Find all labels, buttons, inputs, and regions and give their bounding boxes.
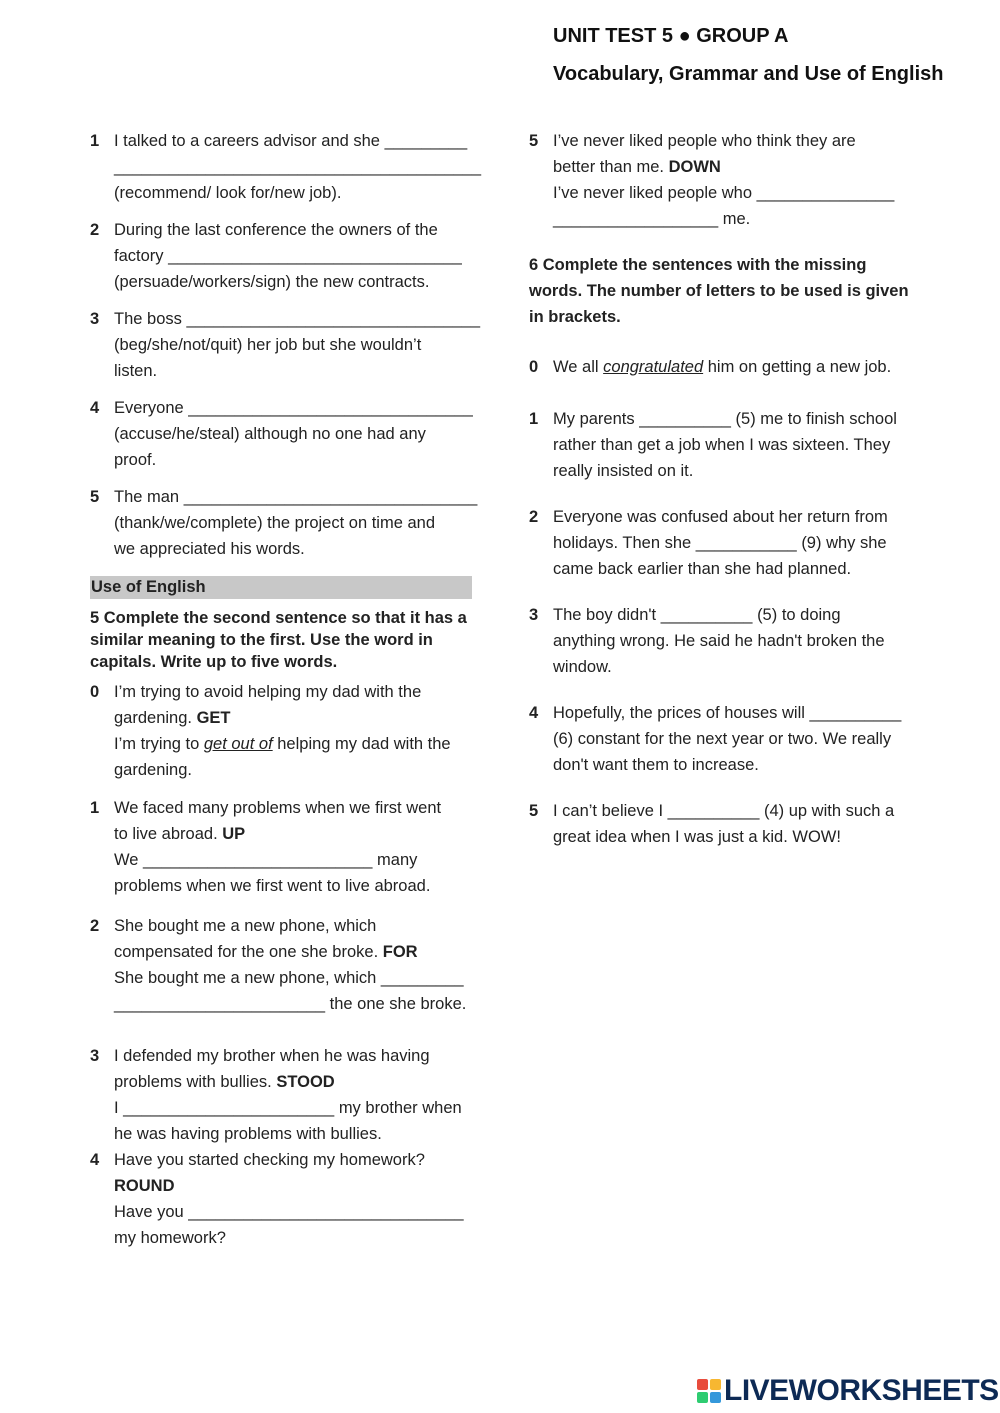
item-line[interactable]: factory ________________________________ <box>114 247 462 265</box>
answer-blank[interactable]: She bought me a new phone, which _________ <box>114 969 464 987</box>
item-line: During the last conference the owners of the <box>114 221 438 239</box>
item-line <box>114 939 472 965</box>
keyword: FOR <box>382 943 418 961</box>
item-number: 4 <box>90 399 100 417</box>
instruction-line: 5 Complete the second sentence so that it has a <box>90 609 467 627</box>
list-item <box>90 128 482 206</box>
item-line: Have you started checking my homework? <box>114 1151 425 1169</box>
item-line: listen. <box>114 362 158 380</box>
item-line[interactable]: I can’t believe I __________ (4) up with such a <box>553 802 895 820</box>
left-column <box>90 128 482 1251</box>
list-item <box>529 406 914 484</box>
item-line: rather than get a job when I was sixteen. They <box>553 436 891 454</box>
list-item <box>90 306 481 384</box>
list-item <box>90 217 472 295</box>
item-text: We all <box>553 358 604 376</box>
unit-title: UNIT TEST 5 ● GROUP A <box>553 25 789 47</box>
instruction-line: in brackets. <box>529 308 621 326</box>
keyword: STOOD <box>276 1073 335 1091</box>
list-item <box>529 700 914 778</box>
item-text: helping my dad with the <box>272 735 451 753</box>
item-text: gardening. <box>114 709 197 727</box>
list-item <box>529 128 914 232</box>
item-text: to live abroad. <box>114 825 223 843</box>
section-subtitle: Vocabulary, Grammar and Use of English <box>553 63 944 85</box>
item-line: I talked to a careers advisor and she _________ <box>114 132 468 150</box>
item-line[interactable]: holidays. Then she ___________ (9) why she <box>553 534 887 552</box>
list-item <box>529 798 914 850</box>
list-item <box>90 395 472 473</box>
liveworksheets-logo <box>697 1374 999 1408</box>
answer-blank[interactable]: We _________________________ many <box>114 851 418 869</box>
item-line: anything wrong. He said he hadn't broken the <box>553 632 885 650</box>
keyword: DOWN <box>668 158 721 176</box>
item-line <box>114 1069 472 1095</box>
item-line: my homework? <box>114 1229 226 1247</box>
instruction-line: words. The number of letters to be used is given <box>529 282 909 300</box>
list-item <box>529 602 914 680</box>
item-line: came back earlier than she had planned. <box>553 560 852 578</box>
item-number: 1 <box>90 799 100 817</box>
answer-blank[interactable]: Have you ______________________________ <box>114 1203 464 1221</box>
item-number: 3 <box>90 1047 100 1065</box>
page-header <box>553 26 943 84</box>
item-line: We faced many problems when we first went <box>114 799 442 817</box>
logo-text: LIVEWORKSHEETS <box>724 1374 999 1407</box>
item-line: I’ve never liked people who think they are <box>553 132 856 150</box>
item-line: great idea when I was just a kid. WOW! <box>553 828 841 846</box>
item-text: problems with bullies. <box>114 1073 277 1091</box>
item-number: 5 <box>529 802 539 820</box>
keyword: GET <box>196 709 231 727</box>
instruction-line: similar meaning to the first. Use the word in <box>90 631 433 649</box>
list-item <box>90 1147 472 1251</box>
item-number: 1 <box>529 410 539 428</box>
instruction-line: 6 Complete the sentences with the missing <box>529 256 867 274</box>
list-item <box>90 484 478 562</box>
keyword: ROUND <box>114 1177 175 1195</box>
answer-blank[interactable]: I _______________________ my brother when <box>114 1099 462 1117</box>
item-line[interactable]: My parents __________ (5) me to finish school <box>553 410 897 428</box>
item-text: compensated for the one she broke. <box>114 943 383 961</box>
item-line[interactable]: Everyone _______________________________ <box>114 399 473 417</box>
logo-square-icon <box>710 1379 721 1390</box>
item-line: Everyone was confused about her return from <box>553 508 888 526</box>
item-line: (accuse/he/steal) although no one had any <box>114 425 426 443</box>
example-answer: get out of <box>203 735 273 753</box>
logo-mark-icon <box>697 1379 721 1403</box>
item-line: She bought me a new phone, which <box>114 917 377 935</box>
item-number: 4 <box>90 1151 100 1169</box>
item-line: don't want them to increase. <box>553 756 759 774</box>
list-item <box>90 679 472 783</box>
item-line: (beg/she/not/quit) her job but she wouldn’t <box>114 336 422 354</box>
keyword: UP <box>222 825 246 843</box>
item-line: (6) constant for the next year or two. We really <box>553 730 892 748</box>
item-line <box>553 354 914 380</box>
item-line: problems when we first went to live abroad. <box>114 877 431 895</box>
item-line[interactable]: Hopefully, the prices of houses will __________ <box>553 704 902 722</box>
item-number: 1 <box>90 132 100 150</box>
item-line[interactable]: The boy didn't __________ (5) to doing <box>553 606 841 624</box>
item-number: 3 <box>90 310 100 328</box>
item-line <box>114 705 472 731</box>
list-item <box>529 504 914 582</box>
item-line[interactable]: The boss ________________________________ <box>114 310 481 328</box>
item-line: proof. <box>114 451 157 469</box>
item-line[interactable]: The man ________________________________ <box>114 488 478 506</box>
item-number: 5 <box>90 488 100 506</box>
item-number: 2 <box>90 917 100 935</box>
item-line: really insisted on it. <box>553 462 694 480</box>
answer-blank[interactable]: I’ve never liked people who _______________ <box>553 184 895 202</box>
answer-blank[interactable]: ________________________________________ <box>114 158 482 176</box>
list-item <box>90 795 472 899</box>
item-text: I’m trying to <box>114 735 204 753</box>
item-line <box>114 731 472 757</box>
item-number: 5 <box>529 132 539 150</box>
item-line: we appreciated his words. <box>114 540 305 558</box>
example-item <box>529 354 914 380</box>
item-line: I’m trying to avoid helping my dad with the <box>114 683 422 701</box>
instruction-line: capitals. Write up to five words. <box>90 653 338 671</box>
item-number: 4 <box>529 704 539 722</box>
item-line: he was having problems with bullies. <box>114 1125 382 1143</box>
item-number: 3 <box>529 606 539 624</box>
item-line: I defended my brother when he was having <box>114 1047 430 1065</box>
answer-blank[interactable]: __________________ me. <box>553 210 751 228</box>
item-line: (persuade/workers/sign) the new contracts. <box>114 273 430 291</box>
item-text: him on getting a new job. <box>703 358 892 376</box>
item-line: (recommend/ look for/new job). <box>114 184 342 202</box>
logo-square-icon <box>710 1392 721 1403</box>
example-answer: congratulated <box>603 358 704 376</box>
item-number: 0 <box>529 358 539 376</box>
logo-square-icon <box>697 1392 708 1403</box>
section5-instruction <box>90 607 472 673</box>
item-number: 0 <box>90 683 100 701</box>
item-line <box>553 154 914 180</box>
item-line: (thank/we/complete) the project on time and <box>114 514 436 532</box>
item-line: window. <box>553 658 612 676</box>
answer-blank[interactable]: _______________________ the one she broke. <box>114 995 467 1013</box>
item-line <box>114 821 472 847</box>
section6-instruction <box>529 252 914 330</box>
logo-square-icon <box>697 1379 708 1390</box>
item-line: gardening. <box>114 761 192 779</box>
right-column <box>529 128 914 850</box>
use-of-english-heading: Use of English <box>90 576 472 599</box>
item-number: 2 <box>529 508 539 526</box>
list-item <box>90 1043 472 1147</box>
item-text: better than me. <box>553 158 669 176</box>
list-item <box>90 913 472 1017</box>
item-number: 2 <box>90 221 100 239</box>
